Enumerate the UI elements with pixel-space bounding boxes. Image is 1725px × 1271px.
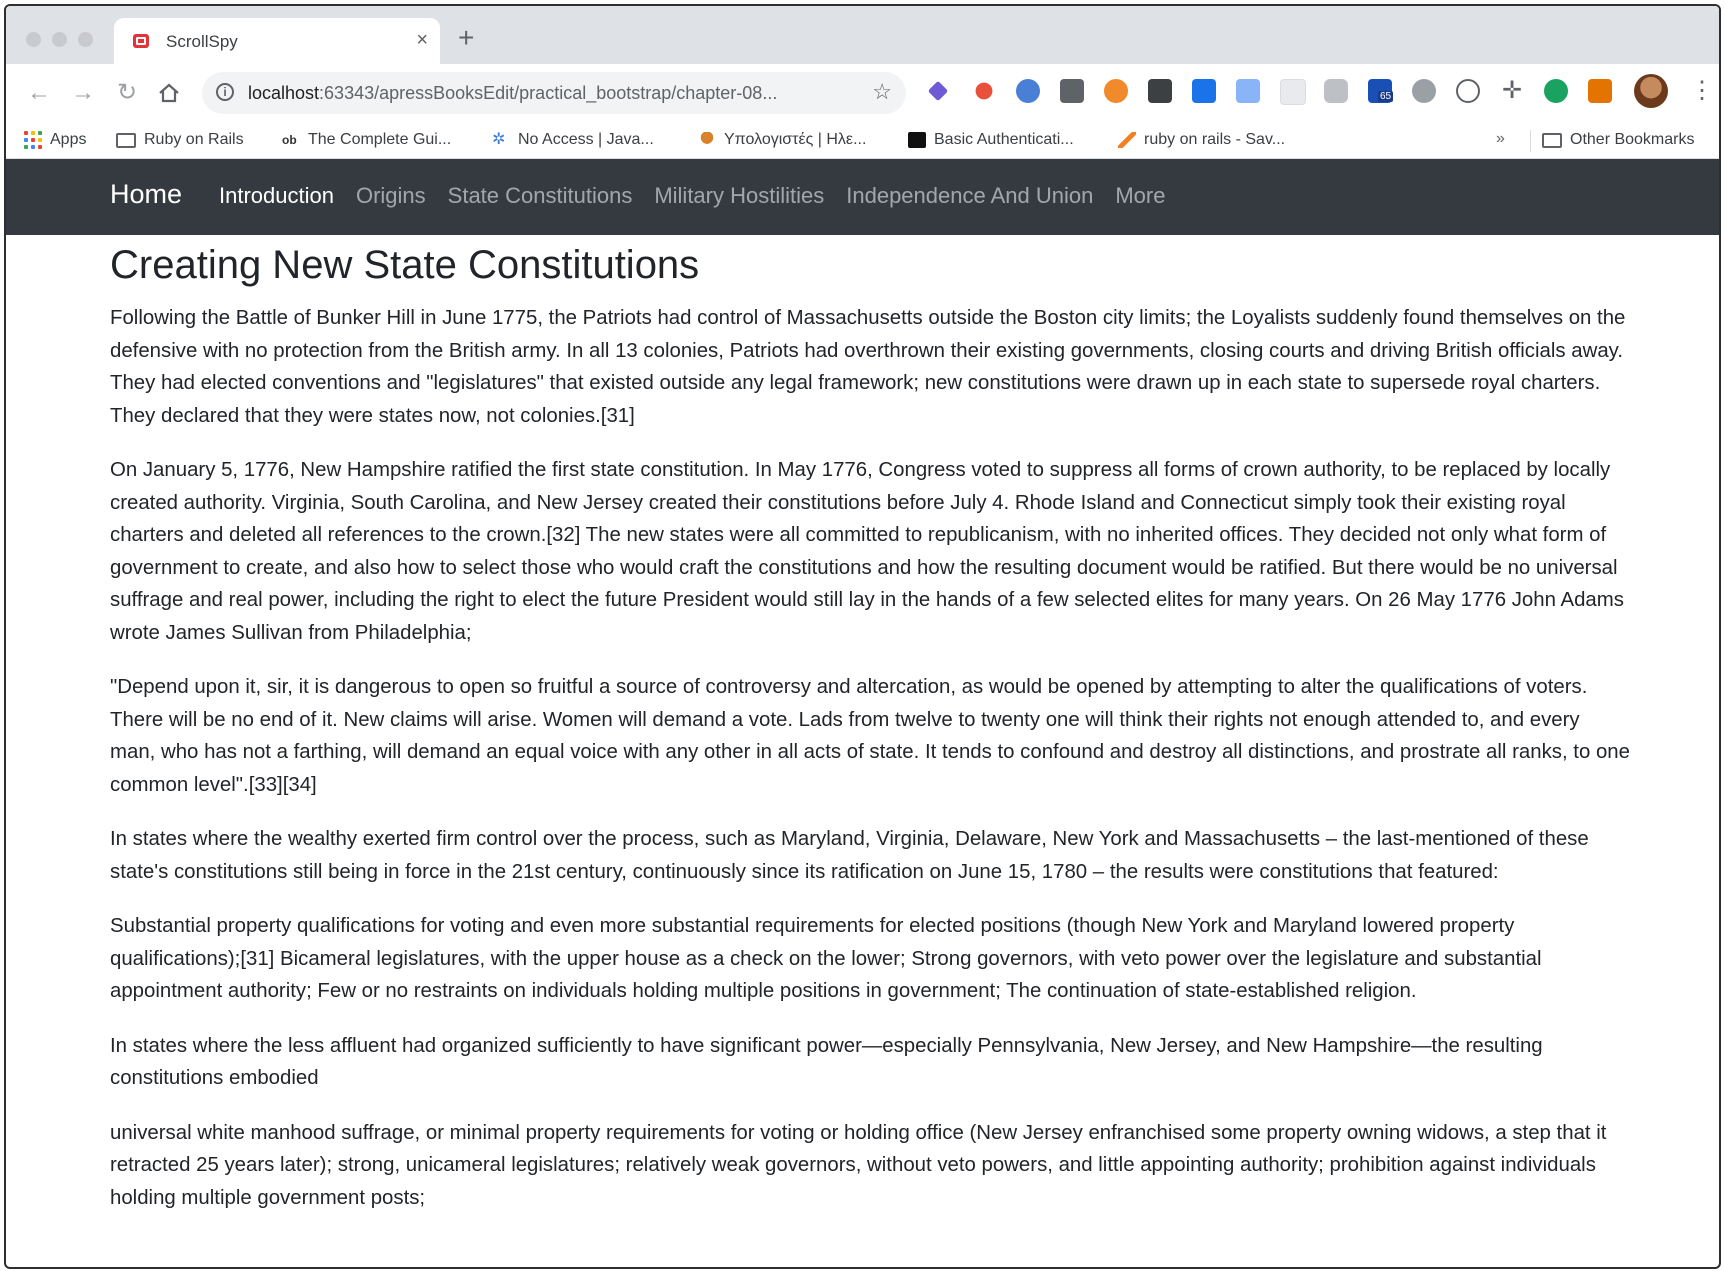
bookmark-star-icon[interactable]: ☆: [872, 79, 892, 104]
page-navbar: [6, 159, 1719, 235]
navbar-brand-home[interactable]: Home: [110, 179, 183, 209]
extension-pen-icon[interactable]: [928, 81, 948, 101]
tab-favicon-icon: [132, 32, 150, 50]
bookmark-ypologistes[interactable]: Υπολογιστές | Ηλε...: [698, 128, 866, 152]
bookmarks-overflow-chevron-icon[interactable]: »: [1496, 130, 1505, 147]
extension-orange-icon[interactable]: [1104, 79, 1128, 103]
browser-window: [4, 4, 1721, 1269]
forward-arrow-icon[interactable]: →: [71, 79, 95, 106]
maximize-window-button[interactable]: [78, 32, 93, 47]
paragraph: In states where the wealthy exerted firm control over the process, such as Maryland, Virginia, Delaware, New York and Massachusetts – the last-mentioned of these state's constitutions still being in force in the 21st century, continuously since its ratification on June 15, 1780 – the results were constitutions that featured:: [110, 828, 1589, 883]
nav-link-more[interactable]: More: [1115, 183, 1166, 208]
profile-avatar[interactable]: [1634, 74, 1668, 108]
page-content: [110, 235, 1630, 1236]
reload-icon[interactable]: ↻: [116, 79, 138, 106]
page-title: Creating New State Constitutions: [110, 243, 700, 287]
extension-green-icon[interactable]: [1544, 79, 1568, 103]
folder-icon: [116, 133, 136, 148]
extension-badge-count: 65: [1380, 91, 1392, 102]
nav-link-origins[interactable]: Origins: [355, 183, 426, 208]
extension-shield-icon[interactable]: [1148, 79, 1172, 103]
paragraph: In states where the less affluent had organized sufficiently to have significant power—especially Pennsylvania, New Jersey, and New Hampshire—the resulting constitutions embodied: [110, 1034, 1543, 1089]
bookmark-no-access-java[interactable]: ✲ No Access | Java...: [492, 131, 654, 148]
bookmarks-divider: [1530, 130, 1531, 152]
address-bar[interactable]: [202, 72, 906, 114]
close-window-button[interactable]: [26, 32, 41, 47]
extension-office-icon[interactable]: [1016, 79, 1040, 103]
extension-chat-icon[interactable]: [1324, 79, 1348, 103]
navbar-links: [219, 183, 1165, 209]
paragraph: universal white manhood suffrage, or minimal property requirements for voting or holding office (New Jersey enfranchised some property owning widows, a step that it retracted 25 years later); strong, unicameral legislatures; relatively weak governors, without veto powers, and little appointing authority; prohibition against individuals holding multiple government posts;: [110, 1121, 1607, 1209]
extension-badge-icon[interactable]: [1368, 79, 1392, 103]
bookmark-apps[interactable]: Apps: [24, 128, 86, 152]
nav-link-military-hostilities[interactable]: Military Hostilities: [654, 183, 825, 208]
bookmark-ruby-on-rails-save[interactable]: ruby on rails - Sav...: [1118, 128, 1285, 152]
back-arrow-icon[interactable]: ←: [27, 79, 51, 106]
new-tab-button[interactable]: +: [458, 22, 475, 53]
tab-title: ScrollSpy: [166, 32, 238, 51]
extension-people-icon[interactable]: [976, 83, 993, 100]
link-icon: ob: [282, 133, 297, 147]
url-host: localhost: [248, 83, 320, 103]
extension-a-icon[interactable]: [1456, 79, 1480, 103]
stack-icon: [1118, 132, 1136, 148]
folder-icon: [1542, 133, 1562, 148]
nav-link-introduction[interactable]: Introduction: [219, 183, 334, 208]
site-icon: [908, 132, 926, 148]
tree-icon: [698, 132, 716, 148]
tab-scrollspy[interactable]: [114, 18, 440, 64]
browser-menu-icon[interactable]: ⋮: [1690, 77, 1714, 104]
extension-blank-icon[interactable]: [1280, 79, 1306, 105]
extension-c-icon[interactable]: [1060, 79, 1084, 103]
nav-link-state-constitutions[interactable]: State Constitutions: [447, 183, 633, 208]
extension-slides-icon[interactable]: [1588, 79, 1612, 103]
extension-download-icon[interactable]: [1192, 79, 1216, 103]
paragraph: "Depend upon it, sir, it is dangerous to open so fruitful a source of controversy and altercation, as would be opened by attempting to alter the qualifications of voters. There will be no end of it. New claims will arise. Women will demand a vote. Lads from twelve to twenty one will think their rights not enough attended to, and every man, who has not a farthing, will demand an equal voice with any other in all acts of state. It tends to confound and destroy all distinctions, and prostrate all ranks, to one common level".[33][34]: [110, 676, 1630, 796]
site-info-icon[interactable]: i: [216, 83, 234, 101]
extension-move-icon[interactable]: ✛: [1501, 77, 1523, 104]
tab-strip: [6, 6, 1719, 64]
bookmark-other-bookmarks[interactable]: Other Bookmarks: [1542, 128, 1694, 152]
extension-globe-icon[interactable]: [1412, 79, 1436, 103]
nav-link-independence-and-union[interactable]: Independence And Union: [846, 183, 1094, 208]
apps-grid-icon: [24, 131, 42, 149]
home-icon[interactable]: [154, 78, 184, 108]
minimize-window-button[interactable]: [52, 32, 67, 47]
tab-close-icon[interactable]: ×: [416, 29, 428, 51]
bookmarks-bar: [6, 122, 1719, 159]
window-controls: [26, 32, 93, 47]
bookmark-ruby-on-rails[interactable]: Ruby on Rails: [116, 128, 244, 152]
star-icon: ✲: [492, 131, 506, 148]
extension-window-icon[interactable]: [1236, 79, 1260, 103]
bookmark-complete-guide[interactable]: ob The Complete Gui...: [282, 131, 452, 148]
paragraph: Following the Battle of Bunker Hill in June 1775, the Patriots had control of Massachusetts outside the Boston city limits; the Loyalists suddenly found themselves on the defensive with no protection from the British army. In all 13 colonies, Patriots had overthrown their existing governments, closing courts and driving British officials away. They had elected conventions and "legislatures" that existed outside any legal framework; new constitutions were drawn up in each state to supersede royal charters. They declared that they were states now, not colonies.[31]: [110, 307, 1626, 427]
paragraph: On January 5, 1776, New Hampshire ratified the first state constitution. In May 1776, Congress voted to suppress all forms of crown authority, to be replaced by locally created authority. Virginia, South Carolina, and New Jersey created their constitutions before July 4. Rhode Island and Connecticut simply took their existing royal charters and deleted all references to the crown.[32] The new states were all committed to republicanism, with no inherited offices. They decided not only what form of government to create, and also how to select those who would craft the constitutions and how the resulting document would be ratified. But there would be no universal suffrage and real power, including the right to elect the future President would still lay in the hands of a few selected elites for many years. On 26 May 1776 John Adams wrote James Sullivan from Philadelphia;: [110, 459, 1624, 644]
url-path: :63343/apressBooksEdit/practical_bootstrap/chapter-08...: [319, 83, 778, 103]
paragraph: Substantial property qualifications for voting and even more substantial requirements for elected positions (though New York and Maryland lowered property qualifications);[31] Bicameral legislatures, with the upper house as a check on the lower; Strong governors, with veto power over the legislature and substantial appointment authority; Few or no restraints on individuals holding multiple positions in government; The continuation of state-established religion.: [110, 915, 1542, 1002]
browser-toolbar: [6, 64, 1719, 122]
bookmark-basic-authentication[interactable]: Basic Authenticati...: [908, 128, 1074, 152]
